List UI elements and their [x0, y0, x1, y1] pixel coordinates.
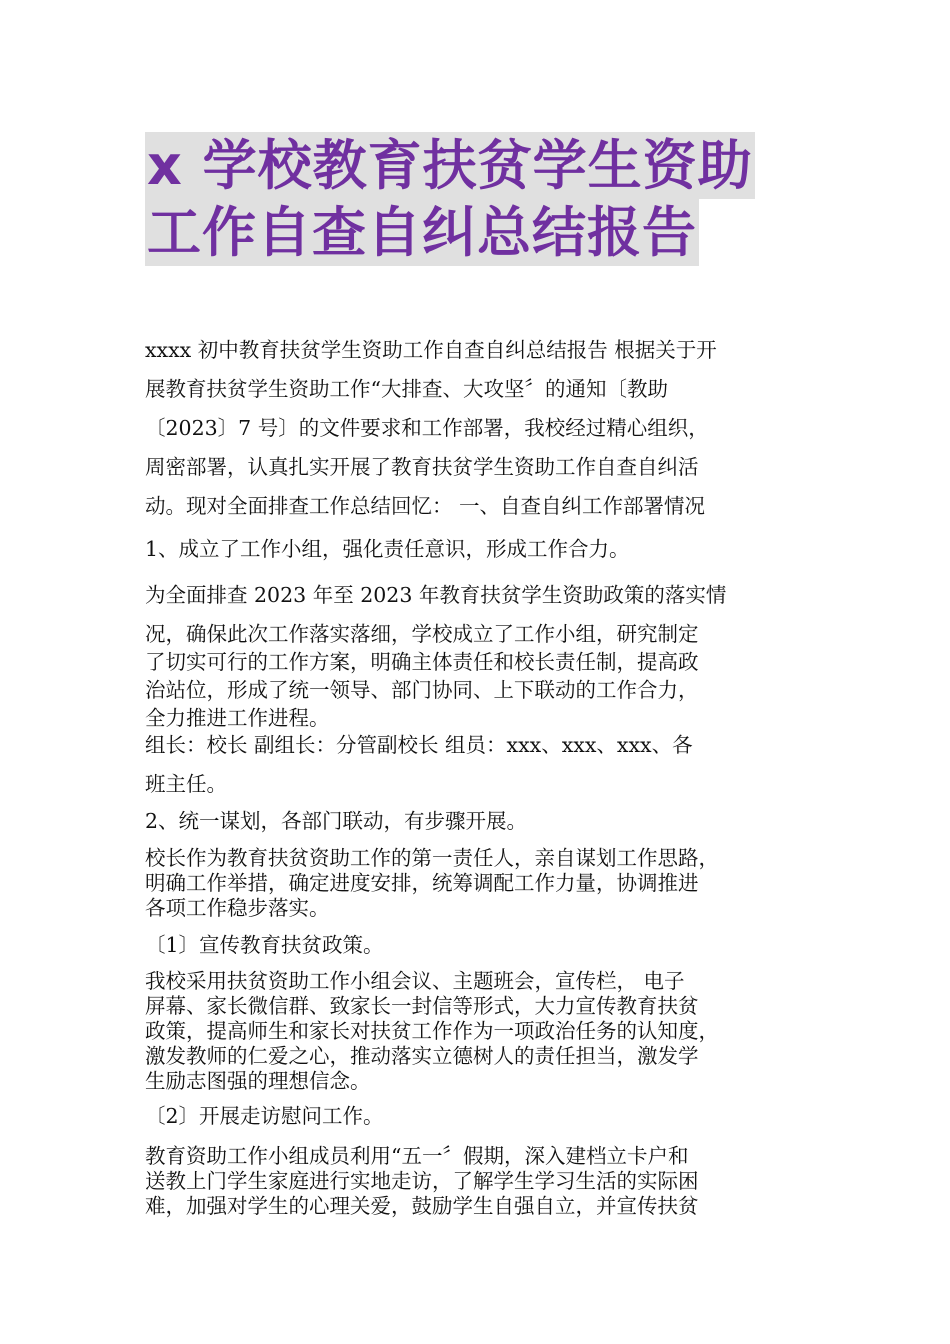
item-heading [145, 926, 810, 965]
text-line: 激发教师的仁爱之心，推动落实立德树人的责任担当，激发学 [145, 1044, 699, 1068]
text-line: 生励志图强的理想信念。 [145, 1069, 371, 1093]
text-line: 班主任。 [145, 772, 227, 796]
text-line: xxxx 初中教育扶贫学生资助工作自查自纠总结报告 根据关于开 [145, 338, 717, 362]
text-line: 各项工作稳步落实。 [145, 896, 330, 920]
text-line: 1、成立了工作小组，强化责任意识，形成工作合力。 [145, 537, 630, 561]
text-line: 屏幕、家长微信群、致家长一封信等形式，大力宣传教育扶贫 [145, 994, 699, 1018]
members-paragraph [145, 726, 810, 804]
section-2-paragraph [145, 846, 810, 921]
item-heading [145, 1097, 810, 1136]
item-1-paragraph [145, 969, 810, 1094]
text-line: 政策，提高师生和家长对扶贫工作作为一项政治任务的认知度， [145, 1019, 719, 1043]
title-line: 工作自查自纠总结报告 [147, 201, 697, 264]
section-heading [145, 530, 810, 569]
text-line: 〔2023〕7 号〕的文件要求和工作部署，我校经过精心组织， [145, 416, 709, 440]
text-line: 组长：校长 副组长：分管副校长 组员：xxx、xxx、xxx、各 [145, 733, 693, 757]
document-title [145, 132, 825, 266]
title-line: x 学校教育扶贫学生资助 [147, 134, 753, 197]
text-line: 〔1〕宣传教育扶贫政策。 [145, 933, 384, 957]
section-1-paragraph [145, 581, 810, 732]
text-line: 明确工作举措，确定进度安排，统筹调配工作力量，协调推进 [145, 871, 699, 895]
text-line: 全力推进工作进程。 [145, 706, 330, 730]
text-line: 难，加强对学生的心理关爱，鼓励学生自强自立，并宣传扶贫 [145, 1194, 699, 1218]
item-2-paragraph [145, 1144, 810, 1219]
text-line: 2、统一谋划，各部门联动，有步骤开展。 [145, 809, 528, 833]
text-line: 送教上门学生家庭进行实地走访，了解学生学习生活的实际困 [145, 1169, 699, 1193]
intro-paragraph [145, 331, 810, 526]
text-line: 况，确保此次工作落实落细，学校成立了工作小组，研究制定 [145, 622, 699, 646]
text-line: 校长作为教育扶贫资助工作的第一责任人，亲自谋划工作思路， [145, 846, 719, 870]
text-line: 了切实可行的工作方案，明确主体责任和校长责任制，提高政 [145, 650, 699, 674]
section-heading [145, 802, 810, 841]
text-line: 教育资助工作小组成员利用“五一〞假期，深入建档立卡户和 [145, 1144, 689, 1168]
text-line: 为全面排查 2023 年至 2023 年教育扶贫学生资助政策的落实情 [145, 583, 727, 607]
text-line: 周密部署，认真扎实开展了教育扶贫学生资助工作自查自纠活 [145, 455, 699, 479]
text-line: 动。现对全面排查工作总结回忆： 一、自查自纠工作部署情况 [145, 494, 706, 518]
text-line: 〔2〕开展走访慰问工作。 [145, 1104, 384, 1128]
text-line: 治站位，形成了统一领导、部门协同、上下联动的工作合力， [145, 678, 699, 702]
text-line: 我校采用扶贫资助工作小组会议、主题班会，宣传栏， 电子 [145, 969, 685, 993]
text-line: 展教育扶贫学生资助工作“大排查、大攻坚〞的通知〔教助 [145, 377, 668, 401]
